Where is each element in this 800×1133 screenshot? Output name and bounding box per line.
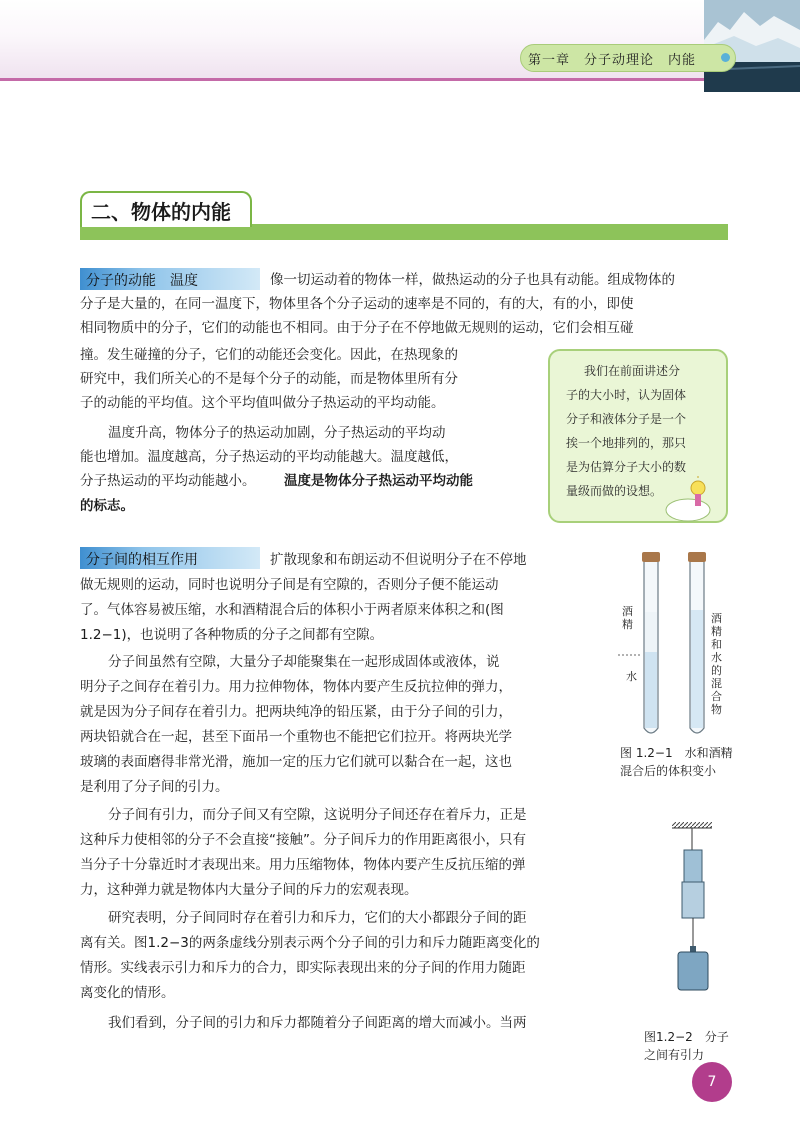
paragraph-line: 子的动能的平均值。这个平均值叫做分子热运动的平均动能。 — [80, 395, 445, 411]
section-title: 二、物体的内能 — [91, 200, 231, 224]
paragraph-line: 离有关。图1.2−3的两条虚线分别表示两个分子间的引力和斥力随距离变化的 — [80, 935, 540, 951]
paragraph-line: 相同物质中的分子，它们的动能也不相同。由于分子在不停地做无规则的运动，它们会相互碰 — [80, 320, 634, 336]
paragraph-line: 这种斥力使相邻的分子不会直接“接触”。分子间斥力的作用距离很小，只有 — [80, 832, 526, 848]
paragraph-line: 明分子之间存在着引力。用力拉伸物体，物体内要产生反抗拉伸的弹力， — [80, 679, 512, 695]
paragraph-line: 1.2−1)，也说明了各种物质的分子之间都有空隙。 — [80, 627, 384, 643]
paragraph-line: 我们看到，分子间的引力和斥力都随着分子间距离的增大而减小。当两 — [108, 1015, 527, 1031]
chapter-title: 第一章 分子动理论 内能 — [528, 53, 697, 68]
note-line: 子的大小时，认为固体 — [566, 388, 687, 402]
emphasis-text: 的标志。 — [80, 498, 134, 514]
figure-caption: 图1.2−2 分子 — [644, 1030, 729, 1044]
paragraph-line: 就是因为分子间存在着引力。把两块纯净的铅压紧，由于分子间的引力， — [80, 704, 512, 720]
label-alcohol: 酒精 — [622, 605, 633, 631]
note-line: 是为估算分子大小的数 — [566, 460, 687, 474]
paragraph-line: 是利用了分子间的引力。 — [80, 779, 229, 795]
note-line: 挨一个地排列的，那只 — [566, 436, 687, 450]
paragraph-line: 玻璃的表面磨得非常光滑，施加一定的压力它们就可以黏合在一起，这也 — [80, 754, 512, 770]
paragraph-line: 离变化的情形。 — [80, 985, 175, 1001]
paragraph-line: 分子间有引力，而分子间又有空隙，这说明分子间还存在着斥力，正是 — [108, 807, 527, 823]
paragraph-line: 力，这种弹力就是物体内大量分子间的斥力的宏观表现。 — [80, 882, 418, 898]
dot-icon — [721, 53, 730, 62]
paragraph-line: 做无规则的运动，同时也说明分子间是有空隙的，否则分子便不能运动 — [80, 577, 499, 593]
paragraph-line: 能也增加。温度越高，分子热运动的平均动能越大。温度越低， — [80, 449, 458, 465]
paragraph-line: 情形。实线表示引力和斥力的合力，即实际表现出来的分子间的作用力随距 — [80, 960, 526, 976]
paragraph-line: 撞。发生碰撞的分子，它们的动能还会变化。因此，在热现象的 — [80, 347, 458, 363]
figure-caption: 混合后的体积变小 — [620, 764, 717, 778]
paragraph-line: 研究中，我们所关心的不是每个分子的动能，而是物体里所有分 — [80, 371, 458, 387]
emphasis-text: 温度是物体分子热运动平均动能 — [284, 473, 473, 489]
lead-blocks-figure — [664, 822, 724, 1002]
subsection-tag-kinetic-energy: 分子的动能 温度 — [86, 273, 198, 289]
paragraph-line: 了。气体容易被压缩，水和酒精混合后的体积小于两者原来体积之和(图 — [80, 602, 504, 618]
subsection-tag-interaction: 分子间的相互作用 — [86, 552, 198, 568]
paragraph-line: 分子是大量的，在同一温度下，物体里各个分子运动的速率是不同的，有的大，有的小，即使 — [80, 296, 634, 312]
figure-caption: 图 1.2−1 水和酒精 — [620, 746, 733, 760]
paragraph-line: 研究表明，分子间同时存在着引力和斥力，它们的大小都跟分子间的距 — [108, 910, 527, 926]
paragraph-line: 分子热运动的平均动能越小。 — [80, 473, 256, 489]
paragraph-line: 扩散现象和布朗运动不但说明分子在不停地 — [270, 552, 527, 568]
note-line: 我们在前面讲述分 — [584, 364, 681, 378]
page-number: 7 — [707, 1074, 717, 1090]
paragraph-line: 温度升高，物体分子的热运动加剧，分子热运动的平均动 — [108, 425, 446, 441]
paragraph-line: 当分子十分靠近时才表现出来。用力压缩物体，物体内要产生反抗压缩的弹 — [80, 857, 526, 873]
paragraph-line: 分子间虽然有空隙，大量分子却能聚集在一起形成固体或液体，说 — [108, 654, 500, 670]
paragraph-line: 像一切运动着的物体一样，做热运动的分子也具有动能。组成物体的 — [270, 272, 675, 288]
note-line: 量级而做的设想。 — [566, 484, 663, 498]
paragraph-line: 两块铅就合在一起，甚至下面吊一个重物也不能把它们拉开。将两块光学 — [80, 729, 512, 745]
header-rule — [0, 78, 710, 81]
label-water: 水 — [626, 670, 637, 683]
lightbulb-icon — [664, 476, 716, 524]
label-mixture: 酒精和水的混合物 — [711, 612, 722, 716]
note-line: 分子和液体分子是一个 — [566, 412, 687, 426]
figure-caption: 之间有引力 — [644, 1048, 705, 1062]
